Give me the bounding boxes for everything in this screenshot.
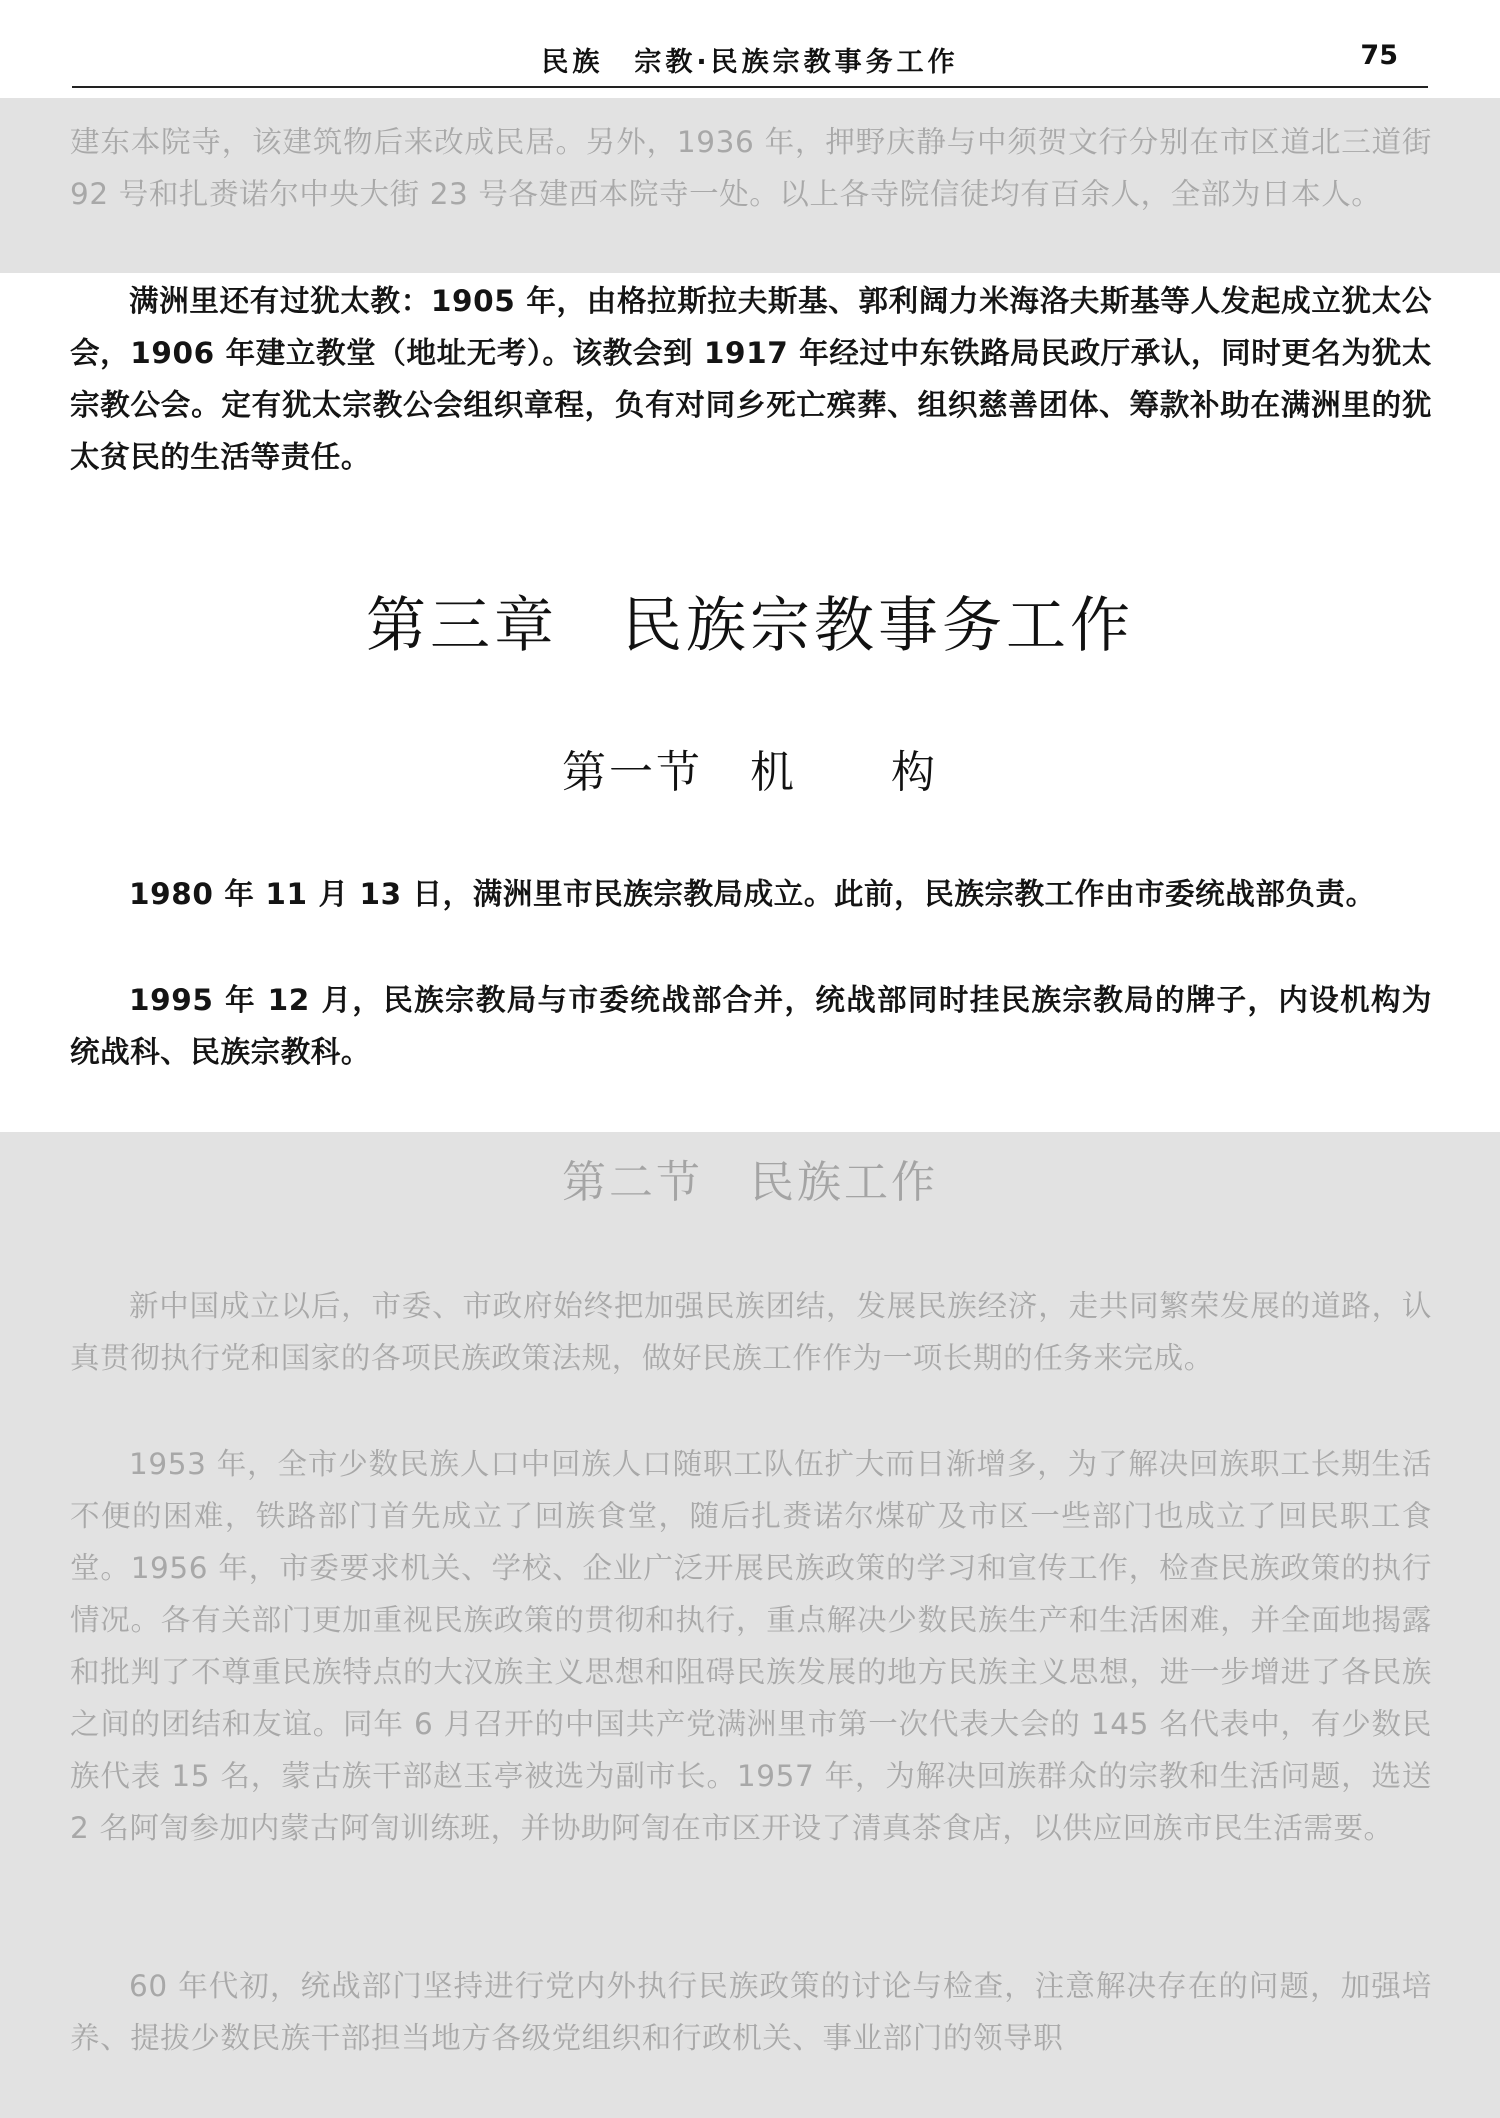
paragraph-org-2: 1995 年 12 月，民族宗教局与市委统战部合并，统战部同时挂民族宗教局的牌子，内设机构为统战科、民族宗教科。: [70, 983, 1432, 1069]
section-title-organization: 第一节 机 构: [562, 747, 938, 798]
chapter-title: 第三章 民族宗教事务工作: [366, 591, 1134, 661]
paragraph-ethnic-3: 60 年代初，统战部门坚持进行党内外执行民族政策的讨论与检查，注意解决存在的问题，加强培养、提拔少数民族干部担当地方各级党组织和行政机关、事业部门的领导职: [70, 1969, 1432, 2055]
running-header: [72, 30, 1428, 88]
running-title: 民族 宗教·民族宗教事务工作: [541, 47, 959, 78]
top-faded-region: [0, 98, 1500, 273]
paragraph-ethnic-1: 新中国成立以后，市委、市政府始终把加强民族团结，发展民族经济，走共同繁荣发展的道路，认真贯彻执行党和国家的各项民族政策法规，做好民族工作作为一项长期的任务来完成。: [70, 1289, 1432, 1375]
paragraph-judaism: 满洲里还有过犹太教：1905 年，由格拉斯拉夫斯基、郭利阔力米海洛夫斯基等人发起成立犹太公会，1906 年建立教堂（地址无考）。该教会到 1917 年经过中东铁路局民政厅承认，同时更名为犹太宗教公会。定有犹太宗教公会组织章程，负有对同乡死亡殡葬、组织慈善团体、筹款补助在满洲里的犹太贫民的生活等责任。: [70, 284, 1432, 474]
bottom-faded-region: [0, 1132, 1500, 2118]
paragraph-temples: 建东本院寺，该建筑物后来改成民居。另外，1936 年，押野庆静与中须贺文行分别在市区道北三道街 92 号和扎赉诺尔中央大街 23 号各建西本院寺一处。以上各寺院信徒均有百余人，全部为日本人。: [70, 125, 1432, 211]
paragraph-ethnic-2: 1953 年，全市少数民族人口中回族人口随职工队伍扩大而日渐增多，为了解决回族职工长期生活不便的困难，铁路部门首先成立了回族食堂，随后扎赉诺尔煤矿及市区一些部门也成立了回民职工食堂。1956 年，市委要求机关、学校、企业广泛开展民族政策的学习和宣传工作，检查民族政策的执行情况。各有关部门更加重视民族政策的贯彻和执行，重点解决少数民族生产和生活困难，并全面地揭露和批判了不尊重民族特点的大汉族主义思想和阻碍民族发展的地方民族主义思想，进一步增进了各民族之间的团结和友谊。同年 6 月召开的中国共产党满洲里市第一次代表大会的 145 名代表中，有少数民族代表 15 名，蒙古族干部赵玉亭被选为副市长。1957 年，为解决回族群众的宗教和生活问题，选送 2 名阿訇参加内蒙古阿訇训练班，并协助阿訇在市区开设了清真茶食店，以供应回族市民生活需要。: [70, 1447, 1432, 1845]
page-number: 75: [1360, 40, 1398, 71]
paragraph-org-1: 1980 年 11 月 13 日，满洲里市民族宗教局成立。此前，民族宗教工作由市委统战部负责。: [129, 877, 1376, 911]
section-title-ethnic-work: 第二节 民族工作: [562, 1157, 938, 1208]
